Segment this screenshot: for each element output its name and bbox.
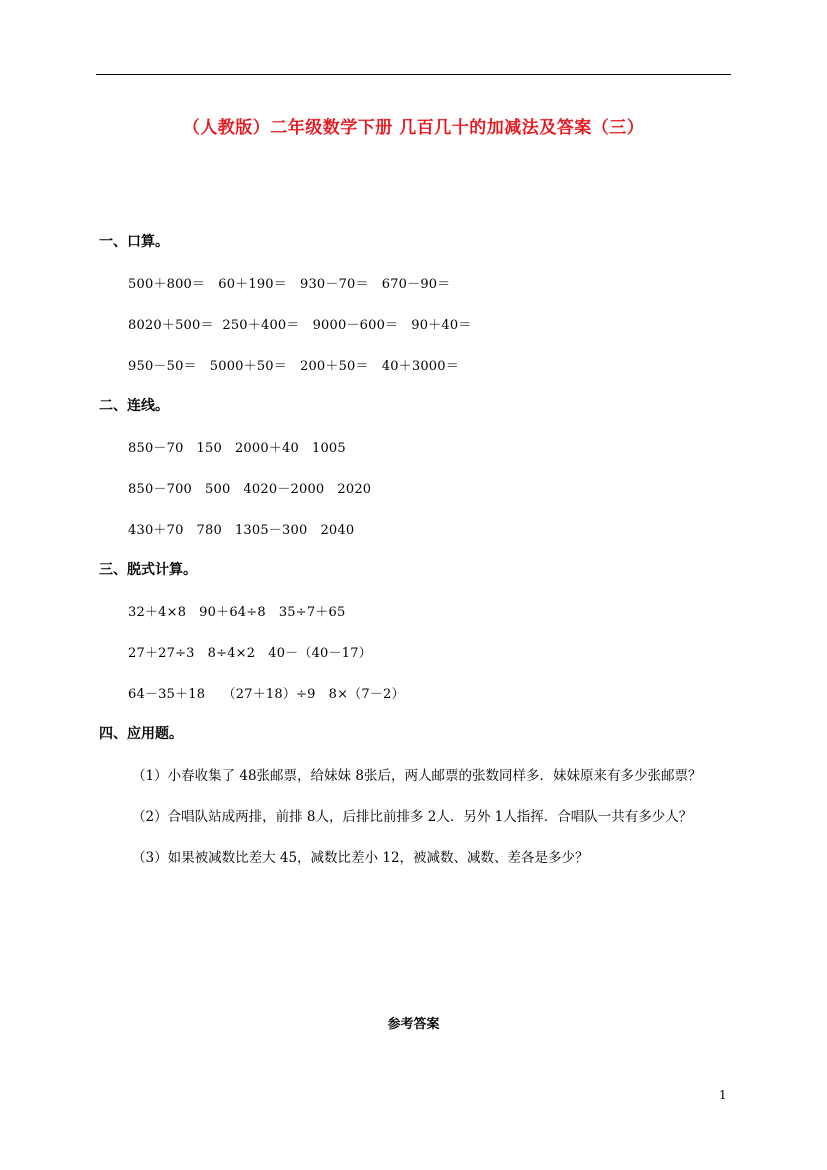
section-heading-matching: 二、连线。 <box>99 398 169 414</box>
exercise-line: 950－50＝ 5000＋50＝ 200＋50＝ 40＋3000＝ <box>128 359 459 374</box>
section-heading-oral-calculation: 一、口算。 <box>99 234 169 250</box>
word-problem: （2）合唱队站成两排，前排 8人，后排比前排多 2人．另外 1人指挥．合唱队一共有多少人？ <box>132 809 693 825</box>
exercise-line: 32＋4×8 90＋64÷8 35÷7＋65 <box>128 605 346 620</box>
exercise-line: 27＋27÷3 8÷4×2 40－（40－17） <box>128 646 372 661</box>
exercise-line: 64－35＋18 （27＋18）÷9 8×（7－2） <box>128 687 405 702</box>
exercise-line: 8020＋500＝ 250＋400＝ 9000－600＝ 90＋40＝ <box>128 318 472 333</box>
word-problem: （3）如果被减数比差大 45，减数比差小 12，被减数、减数、差各是多少？ <box>132 850 589 866</box>
exercise-line: 850－700 500 4020－2000 2020 <box>128 482 372 497</box>
exercise-line: 430＋70 780 1305－300 2040 <box>128 523 355 538</box>
exercise-line: 850－70 150 2000＋40 1005 <box>128 441 346 456</box>
page-number: 1 <box>719 1088 727 1102</box>
section-heading-word-problems: 四、应用题。 <box>99 726 183 742</box>
word-problem: （1）小春收集了 48张邮票，给妹妹 8张后，两人邮票的张数同样多．妹妹原来有多少张邮票？ <box>132 768 702 784</box>
exercise-line: 500＋800＝ 60＋190＝ 930－70＝ 670－90＝ <box>128 277 451 292</box>
header-rule <box>96 74 731 75</box>
section-heading-step-calculation: 三、脱式计算。 <box>99 562 197 578</box>
answer-title: 参考答案 <box>387 1017 440 1032</box>
document-title: （人教版）二年级数学下册 几百几十的加减法及答案（三） <box>182 118 645 138</box>
